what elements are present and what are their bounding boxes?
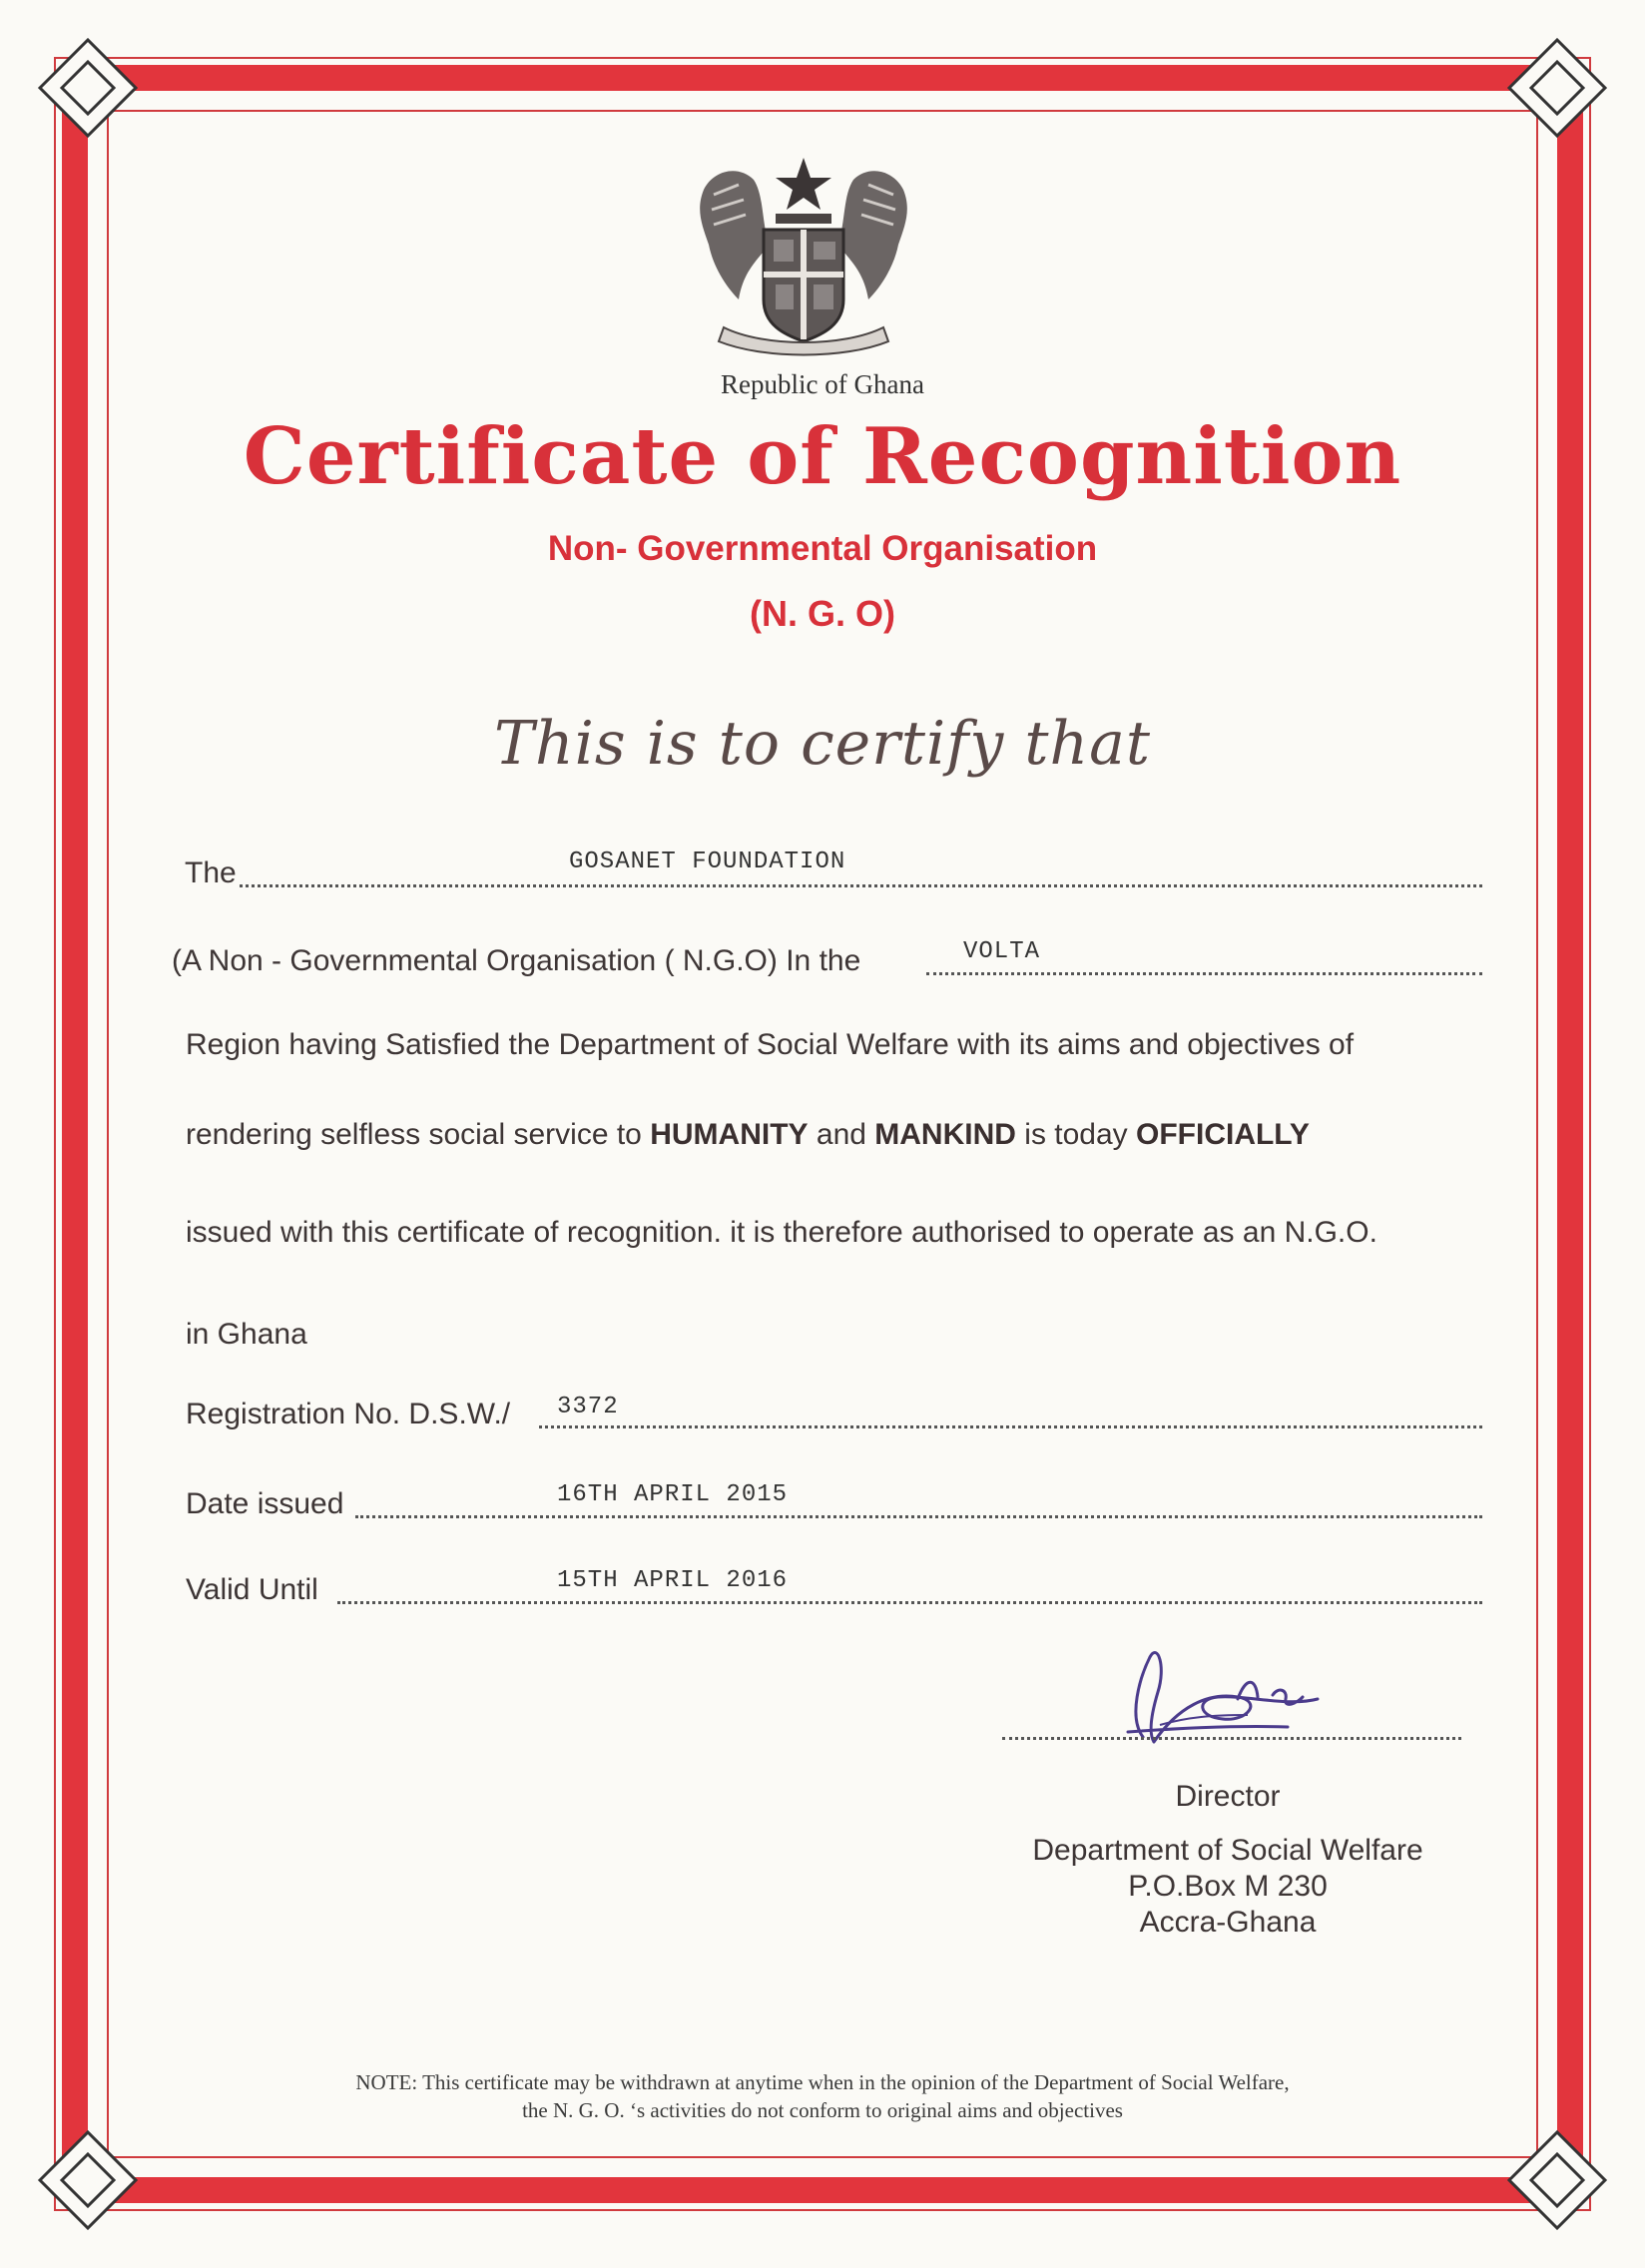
certify-intro: This is to certify that: [494, 709, 1151, 779]
note-line-2: the N. G. O. ‘s activities do not conform to original aims and objectives: [522, 2098, 1123, 2122]
body-line-3: issued with this certificate of recognition. it is therefore authorised to operate as an N.G.O.: [186, 1216, 1377, 1249]
organisation-dotted-line: [240, 884, 1482, 887]
registration-dotted-line: [539, 1425, 1482, 1428]
ngo-region-label: (A Non - Governmental Organisation ( N.G.O) In the: [172, 944, 861, 977]
organisation-name: GOSANET FOUNDATION: [569, 849, 846, 875]
region-value: VOLTA: [963, 938, 1041, 965]
signatory-department: Department of Social Welfare: [1032, 1834, 1423, 1867]
valid-until-value: 15TH APRIL 2016: [557, 1567, 789, 1594]
certificate-note: [150, 2068, 1495, 2124]
valid-until-dotted-line: [337, 1601, 1482, 1604]
body-line-1: Region having Satisfied the Department of Social Welfare with its aims and objectives of: [186, 1028, 1355, 1061]
region-dotted-line: [926, 972, 1482, 975]
certificate-subtitle-abbr: (N. G. O): [750, 593, 895, 634]
coat-of-arms-emblem: [684, 150, 923, 359]
date-issued-value: 16TH APRIL 2015: [557, 1481, 789, 1508]
date-issued-dotted-line: [355, 1515, 1482, 1518]
the-label: The: [185, 856, 237, 889]
signature-dotted-line: [1002, 1737, 1461, 1740]
registration-number: 3372: [557, 1394, 619, 1420]
director-signature: [1088, 1637, 1348, 1767]
certificate-subtitle: Non- Governmental Organisation: [547, 529, 1098, 568]
signatory-city: Accra-Ghana: [1139, 1906, 1317, 1939]
date-issued-label: Date issued: [186, 1487, 344, 1520]
certificate-title: Certificate of Recognition: [243, 411, 1402, 502]
republic-label: Republic of Ghana: [721, 369, 924, 399]
signatory-po-box: P.O.Box M 230: [1128, 1870, 1328, 1903]
signatory-title: Director: [1175, 1780, 1281, 1813]
body-line-4: in Ghana: [186, 1318, 307, 1351]
registration-label: Registration No. D.S.W./: [186, 1398, 511, 1430]
valid-until-label: Valid Until: [186, 1573, 318, 1606]
body-line-2: rendering selfless social service to HUMANITY and MANKIND is today OFFICIALLY: [186, 1118, 1310, 1151]
note-line-1: NOTE: This certificate may be withdrawn at anytime when in the opinion of the Department of Social Welfare,: [355, 2070, 1290, 2094]
